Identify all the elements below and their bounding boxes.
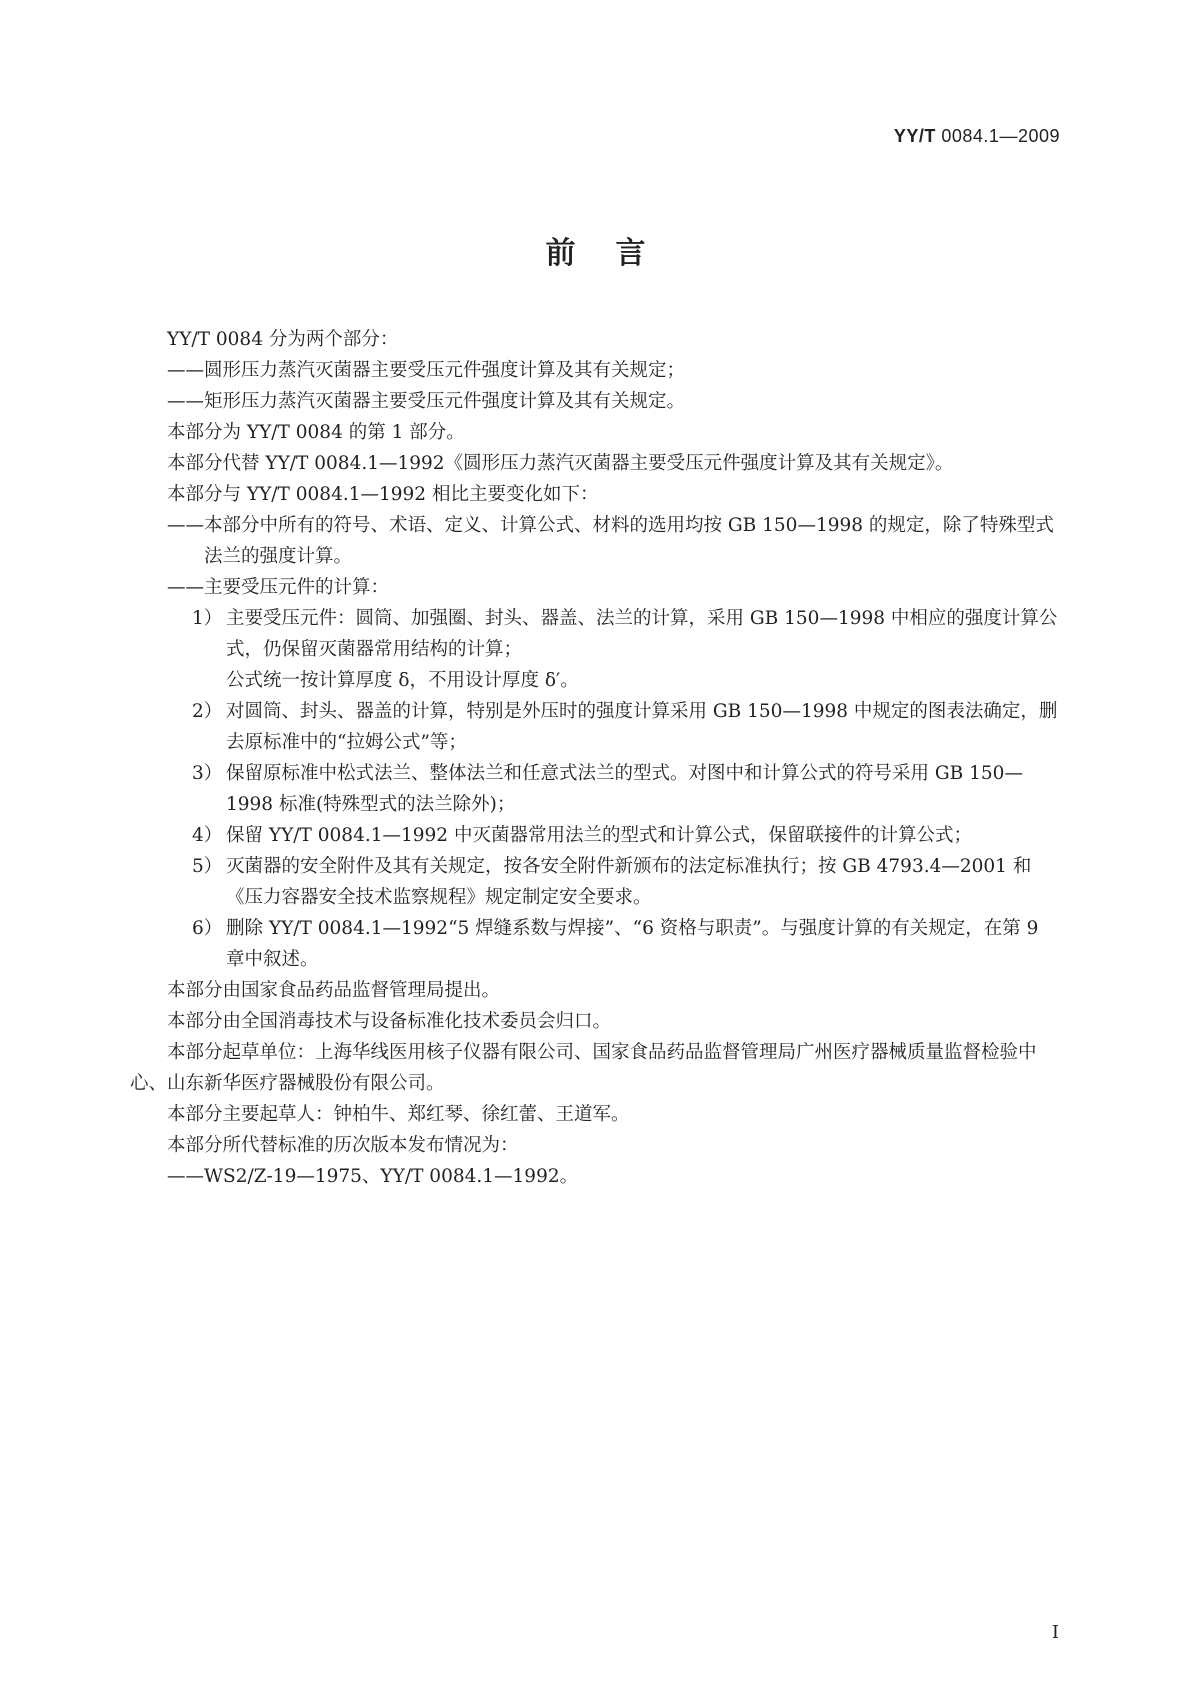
numbered-item: [130, 758, 1061, 820]
part-list-item: ——矩形压力蒸汽灭菌器主要受压元件强度计算及其有关规定。: [167, 391, 686, 412]
item-number: 2）: [192, 701, 223, 722]
item-number: 6）: [192, 918, 223, 939]
intro-paragraph: YY/T 0084 分为两个部分：: [167, 329, 399, 350]
item-extra-text: 公式统一按计算厚度 δ，不用设计厚度 δ′。: [226, 670, 579, 691]
proposed-by-paragraph: 本部分由国家食品药品监督管理局提出。: [167, 980, 501, 1001]
replaces-paragraph: 本部分代替 YY/T 0084.1—1992《圆形压力蒸汽灭菌器主要受压元件强度计算及其有关规定》。: [167, 453, 954, 474]
history-item: ——WS2/Z-19—1975、YY/T 0084.1—1992。: [167, 1166, 579, 1187]
standard-code-number: 0084.1—2009: [941, 126, 1060, 146]
item-text: 主要受压元件：圆筒、加强圈、封头、器盖、法兰的计算，采用 GB 150—1998 中相应的强度计算公式，仍保留灭菌器常用结构的计算；: [226, 608, 1058, 660]
item-number: 4）: [192, 825, 223, 846]
change-item: ——主要受压元件的计算：: [167, 577, 390, 598]
item-text: 灭菌器的安全附件及其有关规定，按各安全附件新颁布的法定标准执行；按 GB 4793.4—2001 和《压力容器安全技术监察规程》规定制定安全要求。: [226, 856, 1032, 908]
page-title: 前言: [545, 236, 686, 271]
drafters-paragraph: 本部分主要起草人：钟柏牛、郑红琴、徐红蕾、王道军。: [167, 1104, 630, 1125]
numbered-item: [130, 603, 1061, 665]
numbered-item: [130, 851, 1061, 913]
foreword-body: [130, 324, 1061, 1192]
page-number: I: [1051, 1622, 1059, 1643]
item-text: 保留 YY/T 0084.1—1992 中灭菌器常用法兰的型式和计算公式，保留联接件的计算公式；: [226, 825, 972, 846]
this-part-paragraph: 本部分为 YY/T 0084 的第 1 部分。: [167, 422, 465, 443]
item-text: 对圆筒、封头、器盖的计算，特别是外压时的强度计算采用 GB 150—1998 中规定的图表法确定，删去原标准中的“拉姆公式”等；: [226, 701, 1058, 753]
standard-code-prefix: YY/T: [893, 126, 936, 146]
changes-intro-paragraph: 本部分与 YY/T 0084.1—1992 相比主要变化如下：: [167, 484, 599, 505]
numbered-item: [130, 696, 1061, 758]
history-intro-paragraph: 本部分所代替标准的历次版本发布情况为：: [167, 1135, 519, 1156]
drafting-units-paragraph: 本部分起草单位：上海华线医用核子仪器有限公司、国家食品药品监督管理局广州医疗器械质量监督检验中心、山东新华医疗器械股份有限公司。: [130, 1042, 1037, 1094]
item-number: 1）: [192, 608, 223, 629]
centralized-by-paragraph: 本部分由全国消毒技术与设备标准化技术委员会归口。: [167, 1011, 612, 1032]
change-item: ——本部分中所有的符号、术语、定义、计算公式、材料的选用均按 GB 150—1998 的规定，除了特殊型式法兰的强度计算。: [167, 515, 1054, 567]
item-text: 删除 YY/T 0084.1—1992“5 焊缝系数与焊接”、“6 资格与职责”。与强度计算的有关规定，在第 9 章中叙述。: [226, 918, 1039, 970]
numbered-item: [130, 820, 1061, 851]
part-list-item: ——圆形压力蒸汽灭菌器主要受压元件强度计算及其有关规定；: [167, 360, 686, 381]
numbered-item: [130, 913, 1061, 975]
standard-code: [894, 126, 1060, 147]
item-number: 5）: [192, 856, 223, 877]
item-number: 3）: [192, 763, 223, 784]
item-text: 保留原标准中松式法兰、整体法兰和任意式法兰的型式。对图中和计算公式的符号采用 GB 150—1998 标准(特殊型式的法兰除外)；: [226, 763, 1023, 815]
